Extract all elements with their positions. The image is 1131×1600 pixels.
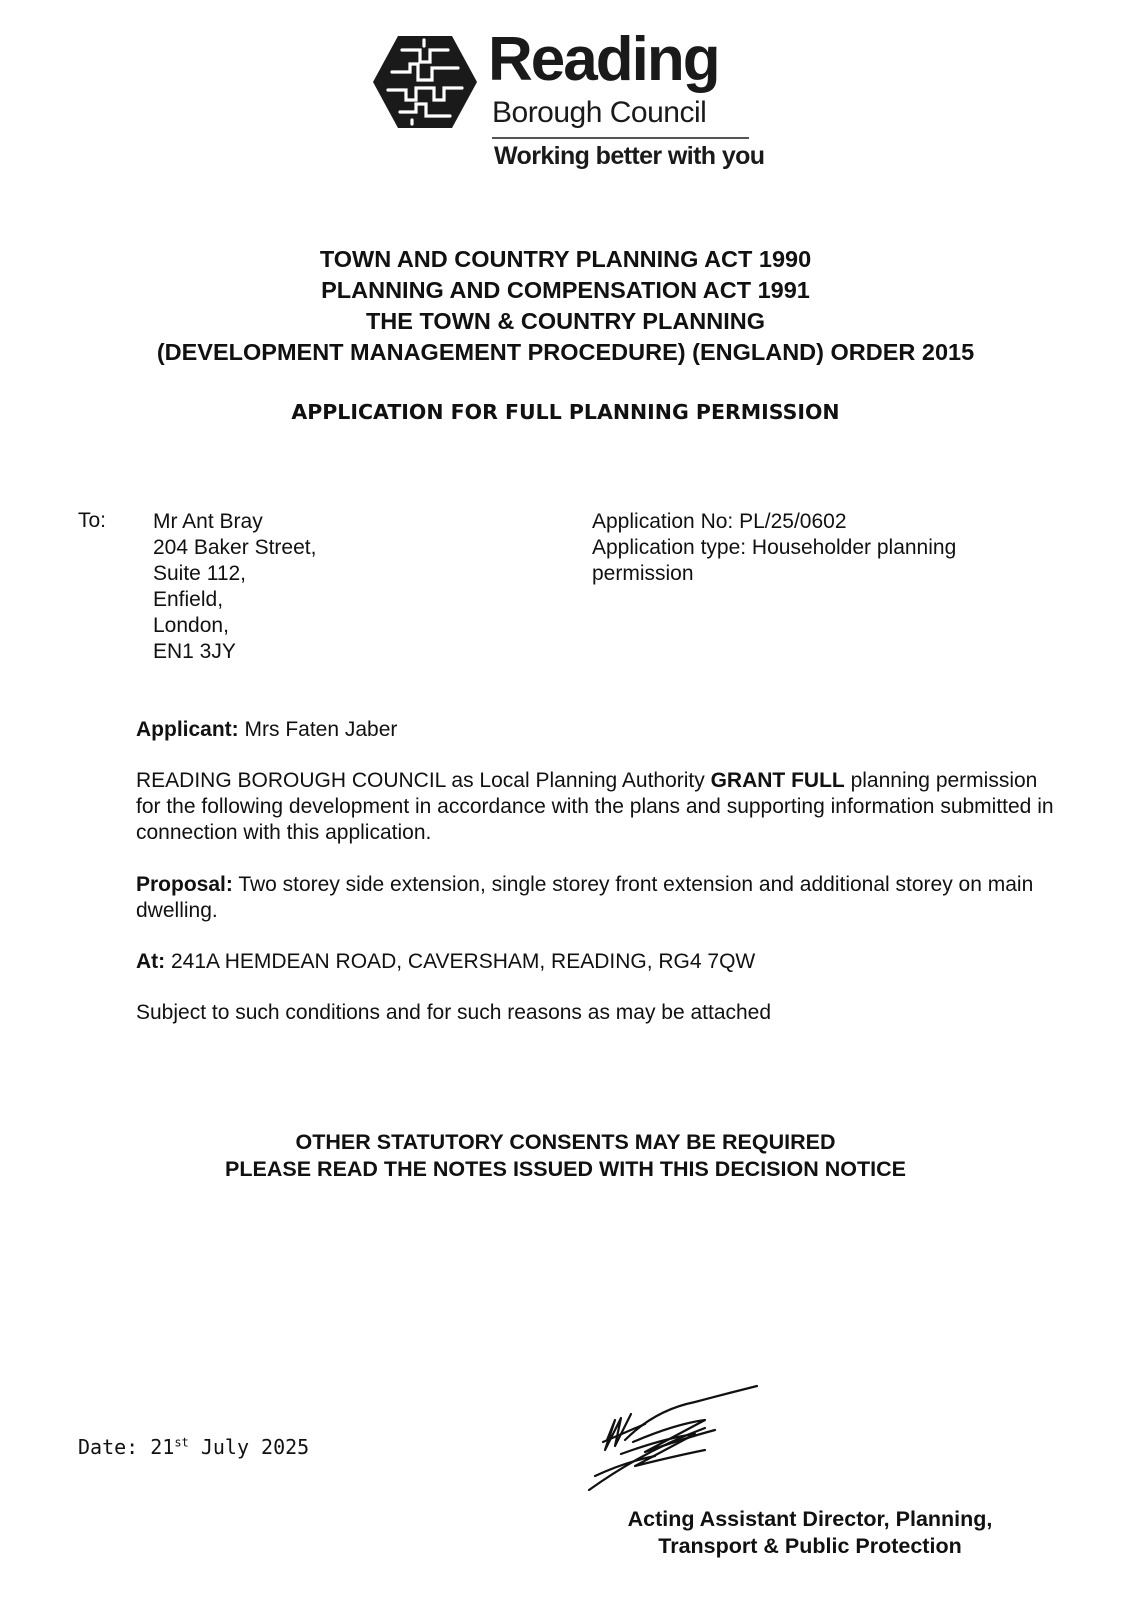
logo-divider xyxy=(492,137,749,139)
application-heading: APPLICATION FOR FULL PLANNING PERMISSION xyxy=(291,400,840,424)
logo-tagline: Working better with you xyxy=(494,142,765,170)
applicant-label: Applicant: xyxy=(136,718,239,741)
decision-emphasis: GRANT FULL xyxy=(710,769,845,792)
site-address: 241A HEMDEAN ROAD, CAVERSHAM, READING, RG4 7QW xyxy=(165,950,756,973)
conditions-line: Subject to such conditions and for such reasons as may be attached xyxy=(136,1001,772,1024)
address-line: EN1 3JY xyxy=(153,640,236,663)
act-line: THE TOWN & COUNTRY PLANNING xyxy=(365,308,766,334)
notice-line: OTHER STATUTORY CONSENTS MAY BE REQUIRED xyxy=(295,1130,836,1154)
address-line: 204 Baker Street, xyxy=(153,536,317,559)
date-ordinal: st xyxy=(174,1435,189,1450)
proposal-label: Proposal: xyxy=(136,873,233,896)
signature xyxy=(585,1380,775,1495)
address-line: Suite 112, xyxy=(153,562,247,585)
hexagon-jigsaw-logo-icon xyxy=(372,34,478,130)
decision-paragraph xyxy=(136,768,1066,846)
notice-line: PLEASE READ THE NOTES ISSUED WITH THIS DECISION NOTICE xyxy=(225,1157,906,1181)
application-details xyxy=(592,509,1022,587)
proposal-text: Two storey side extension, single storey front extension and additional storey on main dwelling. xyxy=(136,873,1034,922)
address-line: Enfield, xyxy=(153,588,224,611)
act-line: TOWN AND COUNTRY PLANNING ACT 1990 xyxy=(319,246,812,272)
legislation-heading xyxy=(0,244,1131,368)
applicant-name: Mrs Faten Jaber xyxy=(238,718,398,741)
application-number: Application No: PL/25/0602 xyxy=(592,510,847,533)
signatory-title xyxy=(560,1506,1060,1560)
date-label: Date: 21 xyxy=(78,1435,175,1459)
date-rest: July 2025 xyxy=(188,1435,310,1459)
logo-wordmark: Reading xyxy=(488,25,719,94)
decision-text-rest: planning permission for the following development in accordance with the plans and supporting information submitted in connection with this application. xyxy=(136,769,1054,844)
application-type: Application type: Householder planning permission xyxy=(592,536,957,585)
signatory-line: Transport & Public Protection xyxy=(658,1534,962,1558)
statutory-notice xyxy=(0,1129,1131,1183)
proposal-paragraph xyxy=(136,872,1066,924)
to-label: To: xyxy=(78,509,107,532)
address-line: London, xyxy=(153,614,229,637)
site-label: At: xyxy=(136,950,166,973)
signatory-line: Acting Assistant Director, Planning, xyxy=(627,1507,993,1531)
council-logo xyxy=(372,25,772,175)
decision-date xyxy=(78,1435,309,1459)
act-line: (DEVELOPMENT MANAGEMENT PROCEDURE) (ENGLAND) ORDER 2015 xyxy=(156,339,975,365)
address-line: Mr Ant Bray xyxy=(153,510,263,533)
recipient-address xyxy=(153,509,316,665)
act-line: PLANNING AND COMPENSATION ACT 1991 xyxy=(321,277,810,303)
applicant-line xyxy=(136,717,1066,743)
decision-text: READING BOROUGH COUNCIL as Local Planning Authority xyxy=(136,769,711,792)
logo-subtitle: Borough Council xyxy=(492,96,707,129)
site-address-line xyxy=(136,949,1066,975)
